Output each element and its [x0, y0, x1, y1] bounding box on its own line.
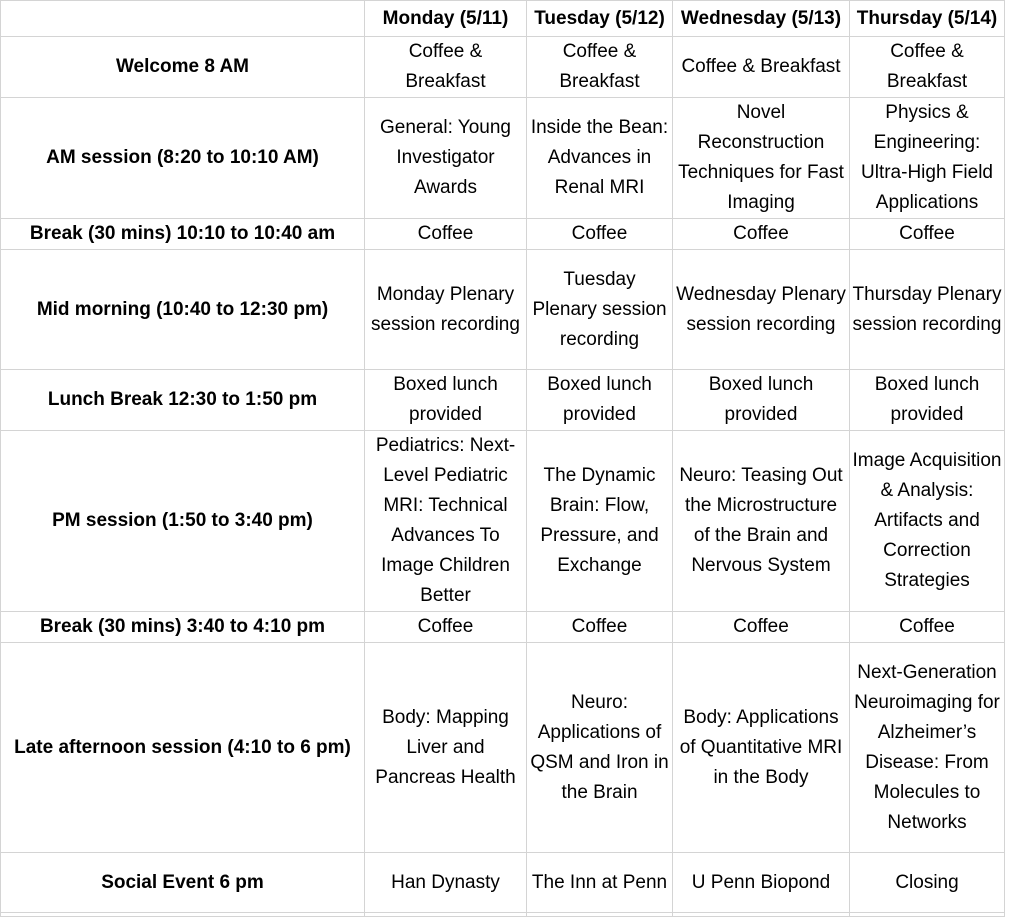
empty-cell[interactable]: [673, 913, 850, 917]
cell-lunch-wednesday[interactable]: Boxed lunch provided: [673, 370, 850, 431]
cell-pm-wednesday[interactable]: Neuro: Teasing Out the Microstructure of the Brain and Nervous System: [673, 431, 850, 612]
cell-break2-tuesday[interactable]: Coffee: [527, 612, 673, 643]
cell-pm-monday[interactable]: Pediatrics: Next-Level Pediatric MRI: Technical Advances To Image Children Better: [365, 431, 527, 612]
table-row: [1, 98, 1005, 219]
cell-am-tuesday[interactable]: Inside the Bean: Advances in Renal MRI: [527, 98, 673, 219]
table-row: [1, 250, 1005, 370]
cell-welcome-wednesday[interactable]: Coffee & Breakfast: [673, 37, 850, 98]
table-row: [1, 612, 1005, 643]
header-tuesday[interactable]: Tuesday (5/12): [527, 1, 673, 37]
table-row: [1, 370, 1005, 431]
cell-social-thursday[interactable]: Closing: [850, 853, 1005, 913]
cell-mid-tuesday[interactable]: Tuesday Plenary session recording: [527, 250, 673, 370]
row-label-break-morning[interactable]: Break (30 mins) 10:10 to 10:40 am: [1, 219, 365, 250]
cell-welcome-monday[interactable]: Coffee & Breakfast: [365, 37, 527, 98]
table-row: [1, 219, 1005, 250]
row-label-social[interactable]: Social Event 6 pm: [1, 853, 365, 913]
cell-lunch-thursday[interactable]: Boxed lunch provided: [850, 370, 1005, 431]
cell-pm-tuesday[interactable]: The Dynamic Brain: Flow, Pressure, and Exchange: [527, 431, 673, 612]
cell-late-wednesday[interactable]: Body: Applications of Quantitative MRI in the Body: [673, 643, 850, 853]
row-label-welcome[interactable]: Welcome 8 AM: [1, 37, 365, 98]
cell-break2-thursday[interactable]: Coffee: [850, 612, 1005, 643]
row-label-mid-morning[interactable]: Mid morning (10:40 to 12:30 pm): [1, 250, 365, 370]
empty-cell[interactable]: [850, 913, 1005, 917]
empty-cell[interactable]: [365, 913, 527, 917]
row-label-late-afternoon[interactable]: Late afternoon session (4:10 to 6 pm): [1, 643, 365, 853]
table-row: [1, 431, 1005, 612]
header-thursday[interactable]: Thursday (5/14): [850, 1, 1005, 37]
cell-break1-monday[interactable]: Coffee: [365, 219, 527, 250]
cell-lunch-tuesday[interactable]: Boxed lunch provided: [527, 370, 673, 431]
cell-break2-wednesday[interactable]: Coffee: [673, 612, 850, 643]
header-corner-cell[interactable]: [1, 1, 365, 37]
row-label-pm-session[interactable]: PM session (1:50 to 3:40 pm): [1, 431, 365, 612]
cell-social-wednesday[interactable]: U Penn Biopond: [673, 853, 850, 913]
cell-am-monday[interactable]: General: Young Investigator Awards: [365, 98, 527, 219]
cell-mid-wednesday[interactable]: Wednesday Plenary session recording: [673, 250, 850, 370]
header-row: [1, 1, 1005, 37]
table-row: [1, 643, 1005, 853]
row-label-am-session[interactable]: AM session (8:20 to 10:10 AM): [1, 98, 365, 219]
cell-late-tuesday[interactable]: Neuro: Applications of QSM and Iron in the Brain: [527, 643, 673, 853]
empty-cell[interactable]: [1, 913, 365, 917]
cell-social-tuesday[interactable]: The Inn at Penn: [527, 853, 673, 913]
row-label-break-afternoon[interactable]: Break (30 mins) 3:40 to 4:10 pm: [1, 612, 365, 643]
cell-pm-thursday[interactable]: Image Acquisition & Analysis: Artifacts and Correction Strategies: [850, 431, 1005, 612]
empty-row: [1, 913, 1005, 917]
cell-late-thursday[interactable]: Next-Generation Neuroimaging for Alzheimer’s Disease: From Molecules to Networks: [850, 643, 1005, 853]
row-label-lunch[interactable]: Lunch Break 12:30 to 1:50 pm: [1, 370, 365, 431]
cell-late-monday[interactable]: Body: Mapping Liver and Pancreas Health: [365, 643, 527, 853]
cell-social-monday[interactable]: Han Dynasty: [365, 853, 527, 913]
cell-am-wednesday[interactable]: Novel Reconstruction Techniques for Fast Imaging: [673, 98, 850, 219]
cell-lunch-monday[interactable]: Boxed lunch provided: [365, 370, 527, 431]
cell-mid-monday[interactable]: Monday Plenary session recording: [365, 250, 527, 370]
header-wednesday[interactable]: Wednesday (5/13): [673, 1, 850, 37]
cell-break1-tuesday[interactable]: Coffee: [527, 219, 673, 250]
header-monday[interactable]: Monday (5/11): [365, 1, 527, 37]
cell-break1-wednesday[interactable]: Coffee: [673, 219, 850, 250]
cell-welcome-thursday[interactable]: Coffee & Breakfast: [850, 37, 1005, 98]
cell-break2-monday[interactable]: Coffee: [365, 612, 527, 643]
cell-am-thursday[interactable]: Physics & Engineering: Ultra-High Field Applications: [850, 98, 1005, 219]
empty-cell[interactable]: [527, 913, 673, 917]
cell-mid-thursday[interactable]: Thursday Plenary session recording: [850, 250, 1005, 370]
cell-welcome-tuesday[interactable]: Coffee & Breakfast: [527, 37, 673, 98]
table-row: [1, 37, 1005, 98]
cell-break1-thursday[interactable]: Coffee: [850, 219, 1005, 250]
table-row: [1, 853, 1005, 913]
